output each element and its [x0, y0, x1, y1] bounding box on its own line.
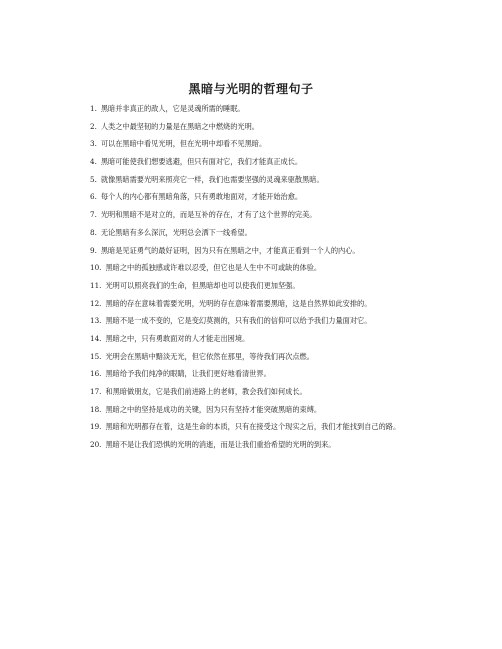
list-item — [34, 405, 442, 416]
item-number: 6. — [90, 192, 97, 202]
item-number: 15. — [90, 351, 102, 361]
sentence-list — [62, 104, 442, 458]
item-text: 人类之中最坚韧的力量是在黑暗之中燃烧的光明。 — [100, 121, 259, 131]
item-number: 17. — [90, 387, 102, 396]
item-text: 黑暗的存在意味着需要光明，光明的存在意味着需要黑暗，这是自然界如此安排的。 — [105, 298, 372, 308]
item-number: 14. — [90, 333, 102, 343]
item-number: 12. — [90, 298, 102, 308]
item-text: 就像黑暗需要光明来照亮它一样，我们也需要坚强的灵魂来驱散黑暗。 — [100, 174, 324, 184]
item-text: 光明和黑暗不是对立的，而是互补的存在，才有了这个世界的完美。 — [100, 210, 317, 220]
item-text: 黑暗不是让我们恐惧的光明的消逝，而是让我们重拾希望的光明的到来。 — [105, 440, 336, 450]
list-item — [34, 175, 442, 186]
item-text: 可以在黑暗中看见光明，但在光明中却看不见黑暗。 — [100, 139, 267, 149]
item-number: 3. — [90, 139, 97, 149]
list-item — [34, 139, 442, 150]
list-item — [34, 334, 442, 345]
list-item — [34, 263, 442, 274]
list-item — [34, 316, 442, 327]
item-number: 2. — [90, 121, 97, 131]
item-text: 黑暗给予我们纯净的眼睛，让我们更好地看清世界。 — [105, 369, 271, 379]
item-text: 黑暗并非真正的敌人，它是灵魂所需的睡眠。 — [100, 104, 245, 113]
document-title: 黑暗与光明的哲理句子 — [188, 82, 314, 96]
item-number: 1. — [90, 104, 97, 113]
item-text: 和黑暗做朋友，它是我们前进路上的老师，教会我们如何成长。 — [105, 387, 307, 396]
list-item — [34, 122, 442, 133]
list-item — [34, 192, 442, 203]
list-item — [34, 352, 442, 363]
list-item — [34, 440, 442, 451]
item-text: 黑暗是见证勇气的最好证明，因为只有在黑暗之中，才能真正看到一个人的内心。 — [100, 245, 360, 255]
item-text: 光明可以照亮我们的生命，但黑暗却也可以使我们更加坚强。 — [105, 280, 300, 290]
list-item — [34, 281, 442, 292]
item-number: 13. — [90, 316, 102, 326]
list-item — [34, 299, 442, 310]
item-number: 9. — [90, 245, 97, 255]
item-text: 每个人的内心都有黑暗角落，只有勇敢地面对，才能开始治愈。 — [100, 192, 303, 202]
item-number: 8. — [90, 227, 97, 237]
list-item — [34, 104, 442, 115]
item-text: 黑暗不是一成不变的，它是变幻莫测的，只有我们的信仰可以给予我们力量面对它。 — [105, 316, 372, 326]
item-number: 18. — [90, 404, 102, 414]
item-number: 5. — [90, 174, 97, 184]
item-number: 7. — [90, 210, 97, 220]
item-number: 20. — [90, 440, 102, 450]
item-number: 11. — [90, 280, 102, 290]
item-number: 19. — [90, 422, 102, 432]
list-item — [34, 246, 442, 257]
list-item — [34, 422, 442, 433]
item-text: 光明会在黑暗中黯淡无光，但它依然在那里，等待我们再次点燃。 — [105, 351, 314, 361]
item-text: 黑暗之中，只有勇敢面对的人才能走出困境。 — [105, 333, 250, 343]
list-item — [34, 210, 442, 221]
list-item — [34, 228, 442, 239]
item-text: 黑暗可能使我们想要逃避，但只有面对它，我们才能真正成长。 — [100, 157, 303, 167]
item-text: 黑暗和光明都存在着，这是生命的本质，只有在接受这个现实之后，我们才能找到自己的路。 — [105, 422, 401, 432]
item-number: 4. — [90, 157, 97, 167]
item-text: 黑暗之中的孤独感或许难以忍受，但它也是人生中不可或缺的体验。 — [105, 263, 322, 273]
list-item — [34, 157, 442, 168]
item-number: 10. — [90, 263, 102, 273]
list-item — [34, 387, 442, 398]
item-text: 黑暗之中的坚持是成功的关键，因为只有坚持才能突破黑暗的束缚。 — [105, 404, 322, 414]
item-number: 16. — [90, 369, 102, 379]
list-item — [34, 369, 442, 380]
item-text: 无论黑暗有多么深沉，光明总会洒下一线希望。 — [100, 227, 252, 237]
